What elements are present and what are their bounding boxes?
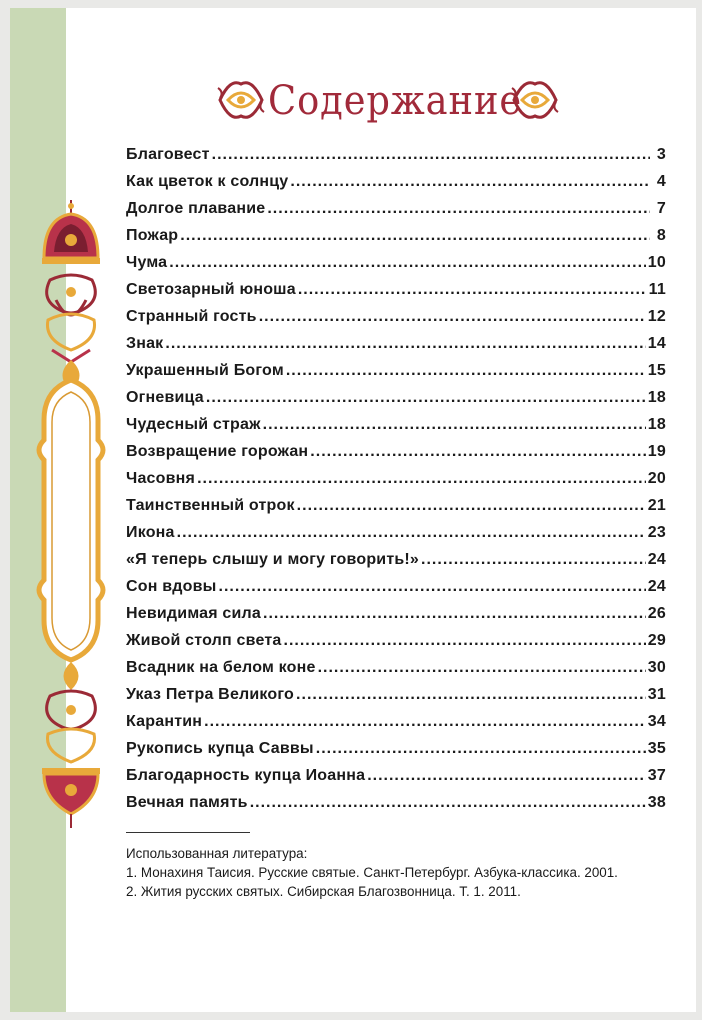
toc-entry[interactable]: [126, 713, 666, 740]
toc-entry-page: 14: [647, 335, 666, 352]
heading-ornament-right: [510, 74, 560, 126]
toc-entry-title: Таинственный отрок: [126, 497, 295, 514]
toc-entry-page: 19: [647, 443, 666, 460]
toc-entry-page: 24: [647, 551, 666, 568]
toc-entry[interactable]: [126, 416, 666, 443]
toc-entry[interactable]: [126, 308, 666, 335]
toc-entry-page: 18: [647, 416, 666, 433]
toc-entry-title: Невидимая сила: [126, 605, 262, 622]
dot-leader: [169, 254, 646, 272]
dot-leader: [180, 227, 650, 245]
dot-leader: [259, 308, 646, 326]
toc-entry-title: Вечная память: [126, 794, 248, 811]
toc-entry[interactable]: [126, 794, 666, 821]
toc-entry-page: 12: [647, 308, 666, 325]
dot-leader: [367, 767, 646, 785]
toc-entry-title: Огневица: [126, 389, 204, 406]
toc-entry-title: Икона: [126, 524, 175, 541]
toc-entry-title: «Я теперь слышу и могу говорить!»: [126, 551, 420, 568]
toc-entry-title: Украшенный Богом: [126, 362, 284, 379]
reference-item: 2. Жития русских святых. Сибирская Благозвонница. Т. 1. 2011.: [126, 884, 521, 899]
vertical-ornament: [32, 200, 110, 830]
toc-entry-page: 20: [647, 470, 666, 487]
dot-leader: [263, 416, 646, 434]
toc-entry-page: 21: [647, 497, 666, 514]
toc-entry[interactable]: [126, 551, 666, 578]
book-page: [10, 8, 696, 1012]
toc-entry[interactable]: [126, 281, 666, 308]
dot-leader: [421, 551, 646, 569]
toc-entry-page: 8: [656, 227, 666, 244]
toc-entry[interactable]: [126, 173, 666, 200]
toc-entry-page: 31: [647, 686, 666, 703]
toc-entry-title: Как цветок к солнцу: [126, 173, 289, 190]
toc-entry-page: 35: [647, 740, 666, 757]
dot-leader: [212, 146, 650, 164]
dot-leader: [206, 389, 646, 407]
toc-entry[interactable]: [126, 443, 666, 470]
toc-entry-page: 37: [647, 767, 666, 784]
toc-entry-page: 26: [647, 605, 666, 622]
toc-entry-title: Часовня: [126, 470, 196, 487]
ornament-knot-top: [47, 275, 96, 362]
dot-leader: [284, 632, 646, 650]
dot-leader: [177, 524, 646, 542]
toc-entry[interactable]: [126, 254, 666, 281]
toc-entry-title: Всадник на белом коне: [126, 659, 316, 676]
toc-entry[interactable]: [126, 335, 666, 362]
toc-entry-title: Знак: [126, 335, 164, 352]
toc-entry[interactable]: [126, 605, 666, 632]
toc-entry[interactable]: [126, 578, 666, 605]
toc-entry-title: Живой столп света: [126, 632, 282, 649]
toc-entry-page: 15: [647, 362, 666, 379]
toc-entry-title: Чудесный страж: [126, 416, 261, 433]
toc-entry-page: 34: [647, 713, 666, 730]
dot-leader: [286, 362, 646, 380]
dot-leader: [318, 659, 646, 677]
dot-leader: [298, 281, 647, 299]
dot-leader: [316, 740, 646, 758]
toc-entry-page: 3: [656, 146, 666, 163]
toc-entry[interactable]: [126, 227, 666, 254]
toc-entry[interactable]: [126, 470, 666, 497]
references-heading: Использованная литература:: [126, 846, 308, 861]
toc-entry[interactable]: [126, 200, 666, 227]
toc-entry-title: Рукопись купца Саввы: [126, 740, 314, 757]
toc-entry-title: Благодарность купца Иоанна: [126, 767, 366, 784]
dot-leader: [204, 713, 646, 731]
references: [126, 844, 686, 901]
ornament-frame: [39, 380, 103, 660]
toc-entry-title: Пожар: [126, 227, 179, 244]
toc-entry-page: 29: [647, 632, 666, 649]
toc-entry-title: Странный гость: [126, 308, 257, 325]
toc-entry-title: Светозарный юноша: [126, 281, 296, 298]
toc-entry[interactable]: [126, 146, 666, 173]
ornament-knot-bottom: [47, 691, 96, 762]
toc-entry-page: 24: [647, 578, 666, 595]
dot-leader: [267, 200, 650, 218]
toc-entry[interactable]: [126, 686, 666, 713]
toc-entry-title: Сон вдовы: [126, 578, 217, 595]
divider: [126, 832, 250, 833]
dot-leader: [250, 794, 646, 812]
dot-leader: [197, 470, 646, 488]
toc-entry[interactable]: [126, 740, 666, 767]
dot-leader: [290, 173, 650, 191]
toc-entry-page: 10: [647, 254, 666, 271]
toc-entry-page: 4: [656, 173, 666, 190]
toc-entry-page: 30: [647, 659, 666, 676]
dot-leader: [165, 335, 645, 353]
toc-entry[interactable]: [126, 389, 666, 416]
toc-entry[interactable]: [126, 497, 666, 524]
dot-leader: [297, 497, 646, 515]
page-title: Содержание: [268, 78, 523, 124]
toc-entry-page: 23: [647, 524, 666, 541]
toc-entry-title: Благовест: [126, 146, 210, 163]
toc-entry-page: 7: [656, 200, 666, 217]
toc-entry[interactable]: [126, 767, 666, 794]
toc-entry-title: Долгое плавание: [126, 200, 266, 217]
reference-item: 1. Монахиня Таисия. Русские святые. Санкт-Петербург. Азбука-классика. 2001.: [126, 865, 618, 880]
heading-ornament-left: [216, 74, 266, 126]
dot-leader: [310, 443, 646, 461]
toc-entry[interactable]: [126, 524, 666, 551]
dot-leader: [296, 686, 646, 704]
toc-entry-page: 11: [648, 281, 666, 298]
toc-entry-title: Карантин: [126, 713, 203, 730]
ornament-shield: [42, 768, 100, 828]
table-of-contents: [126, 146, 666, 821]
toc-entry-page: 18: [647, 389, 666, 406]
toc-entry-page: 38: [647, 794, 666, 811]
ornament-dome: [42, 200, 100, 264]
toc-entry-title: Указ Петра Великого: [126, 686, 295, 703]
toc-entry[interactable]: [126, 362, 666, 389]
heading-row: [10, 74, 696, 130]
dot-leader: [219, 578, 646, 596]
toc-entry-title: Чума: [126, 254, 168, 271]
toc-entry[interactable]: [126, 659, 666, 686]
toc-entry-title: Возвращение горожан: [126, 443, 309, 460]
toc-entry[interactable]: [126, 632, 666, 659]
dot-leader: [263, 605, 646, 623]
